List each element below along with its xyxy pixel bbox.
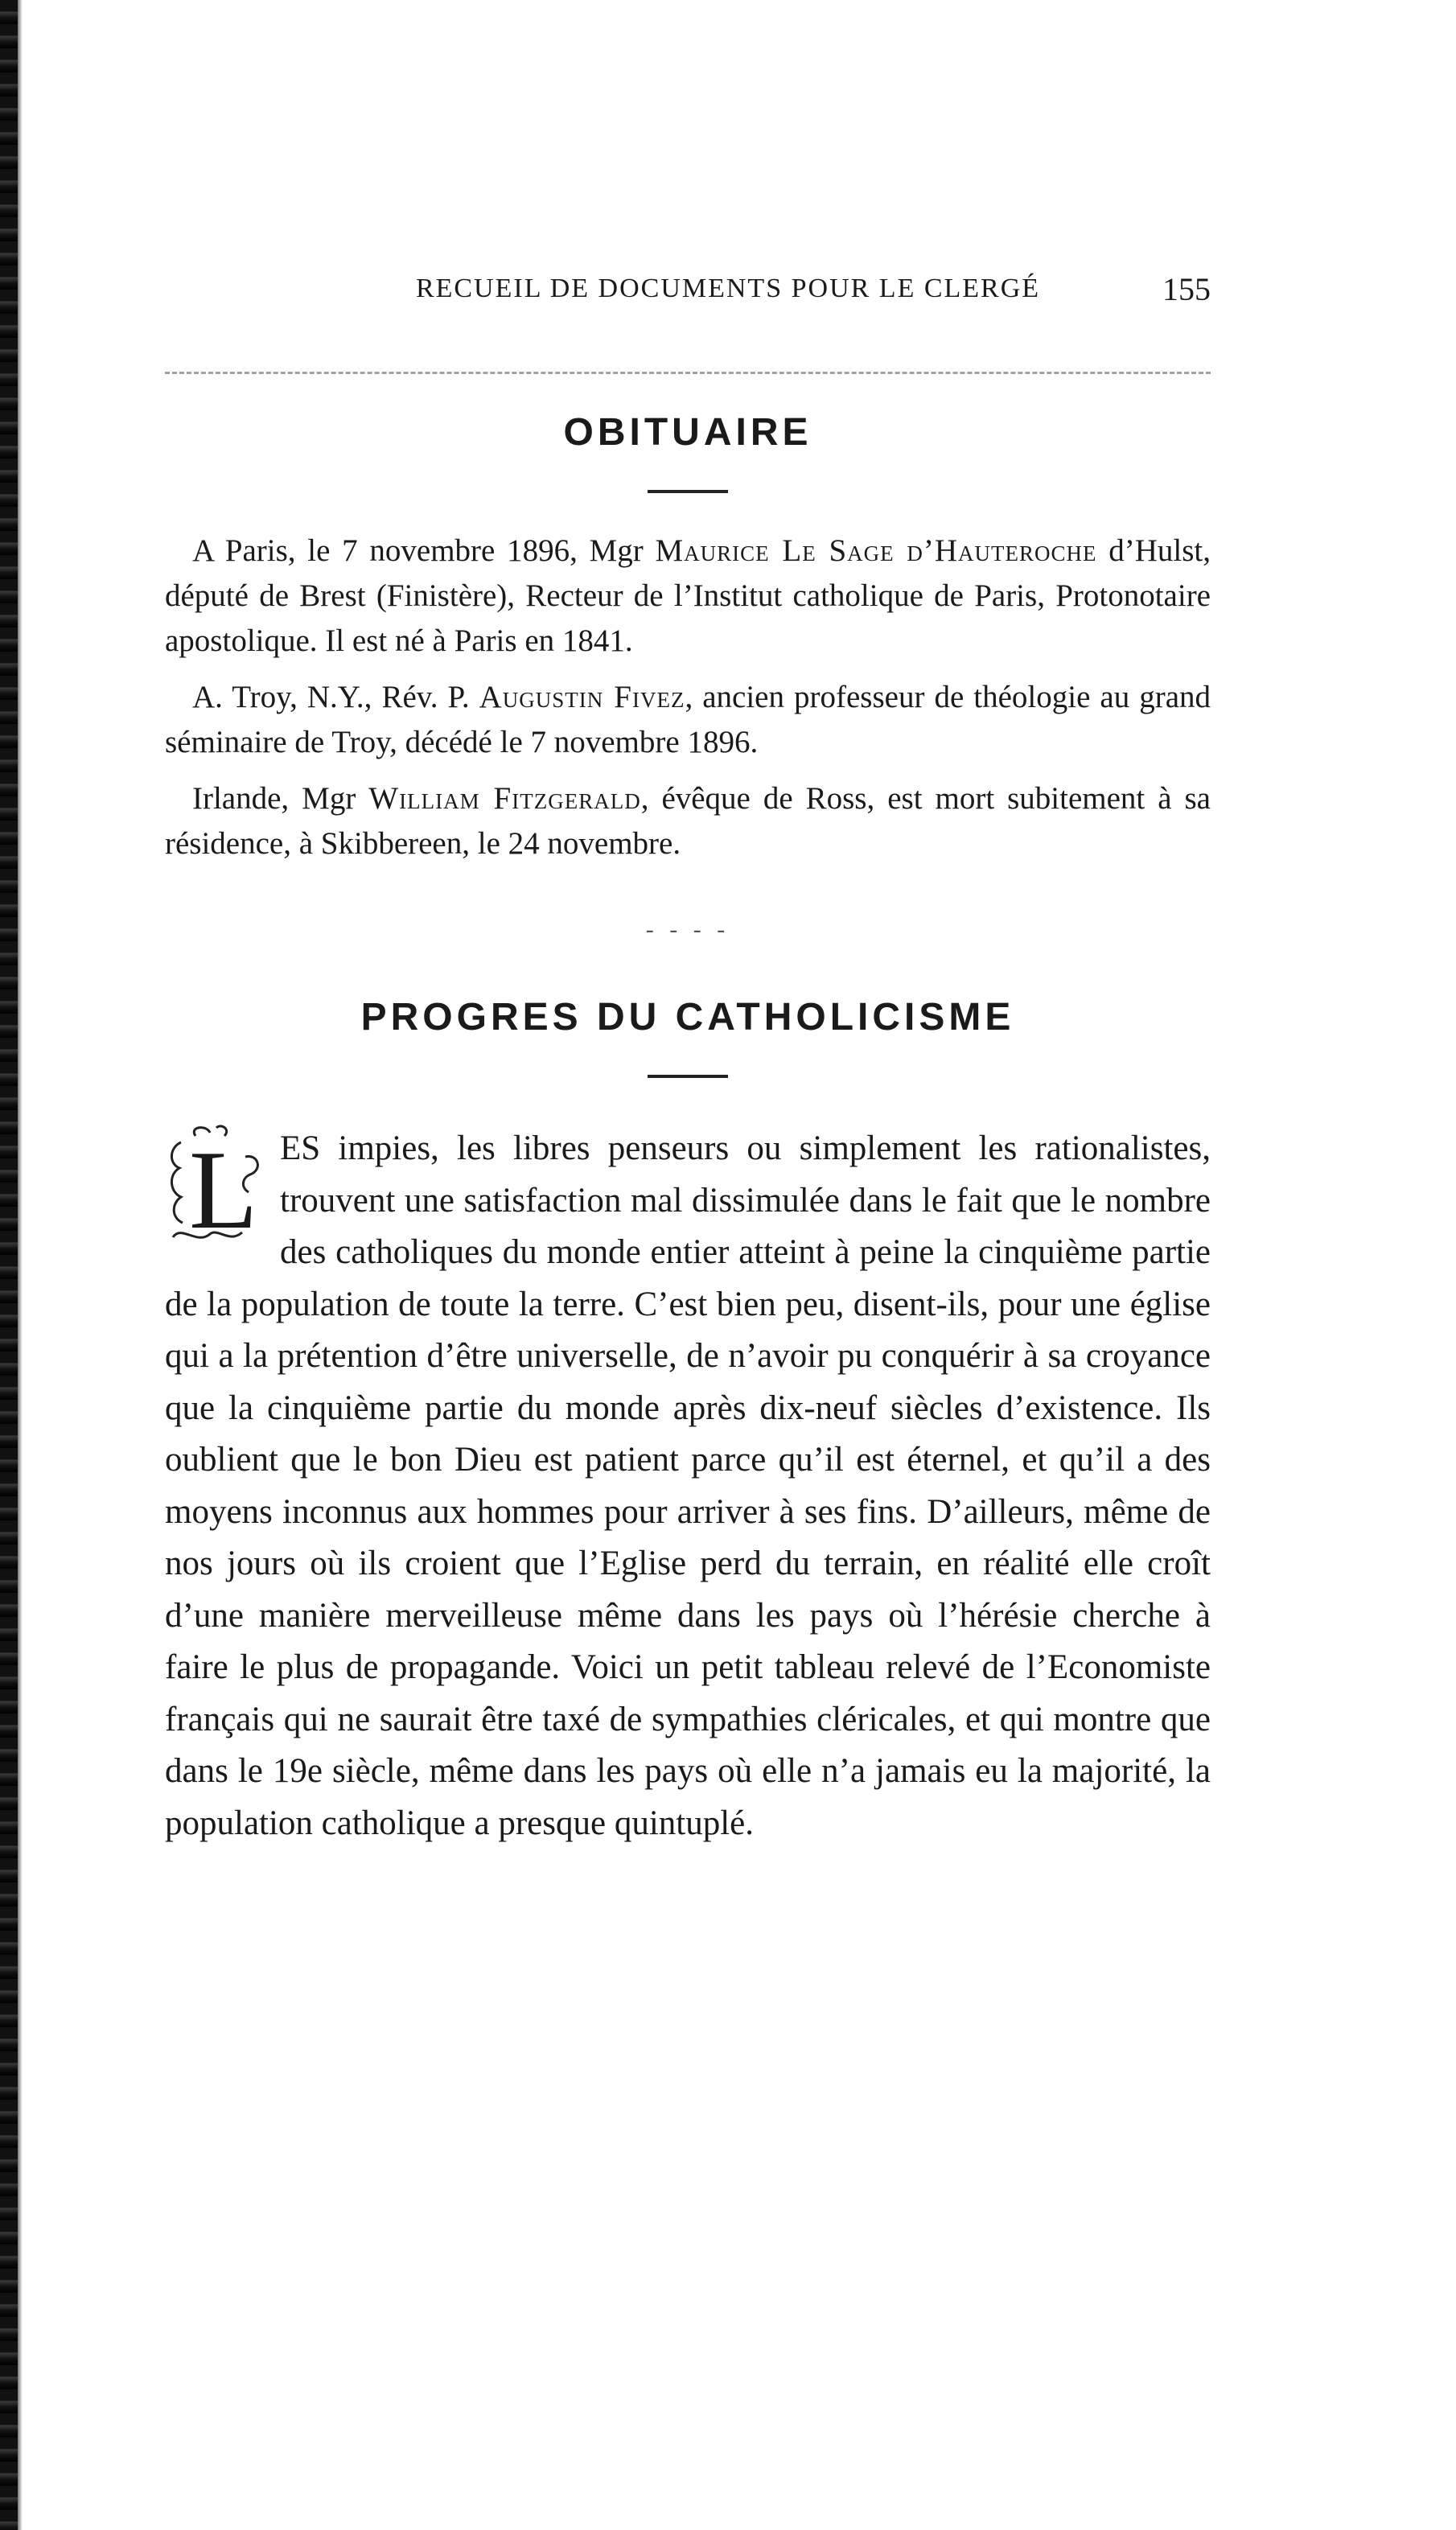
entry-text: , évêque de Ross, est mort subitement à sa résidence, à Skibbereen, le 24 novembre. <box>165 781 1211 861</box>
entry-text: d’Hulst, député de Brest (Finistère), Recteur de l’Institut catholique de Paris, Protonotaire apostolique. Il est né à Paris en 1841. <box>165 533 1211 658</box>
progres-body <box>165 1123 1211 1849</box>
title-rule <box>648 1075 728 1078</box>
section-separator: - - - - <box>645 916 730 943</box>
page-number: 155 <box>1162 271 1211 307</box>
title-rule <box>648 490 728 493</box>
header-rule <box>165 372 1211 374</box>
progres-text: ES impies, les libres penseurs ou simplement les rationalistes, trouvent une satisfaction mal dissimulée dans le fait que le nombre des catholiques du monde entier atteint à peine la cinquième partie de la population de toute la terre. C’est bien peu, disent-ils, pour une église qui a la prétention d’être universelle, de n’avoir pu conquérir à sa croyance que la cinquième partie du monde après dix-neuf siècles d’existence. Ils oublient que le bon Dieu est patient parce qu’il est éternel, et qu’il a des moyens inconnus aux hommes pour arriver à ses fins. D’ailleurs, même de nos jours où ils croient que l’Eglise perd du terrain, en réalité elle croît d’une manière merveilleuse même dans les pays où l’hérésie cherche à faire le plus de propagande. Voici un petit tableau relevé de l’Economiste français qui ne saurait être taxé de sympathies cléricales, et qui montre que dans le 19e siècle, même dans les pays où elle n’a jamais eu la majorité, la population catholique a presque quintuplé. <box>165 1129 1211 1842</box>
entry-text: A Paris, le 7 novembre 1896, Mgr <box>192 533 656 568</box>
obituary-entry <box>165 776 1211 866</box>
obituary-entry <box>165 529 1211 664</box>
drop-cap-ornament-icon <box>165 1125 265 1244</box>
progres-title: PROGRES DU CATHOLICISME <box>360 996 1015 1039</box>
obituaire-entries <box>165 529 1211 866</box>
person-name: Maurice Le Sage d’Hauteroche <box>655 533 1097 568</box>
entry-text: Irlande, Mgr <box>192 781 369 816</box>
book-binding-shadow <box>18 0 23 2530</box>
obituaire-title: OBITUAIRE <box>563 411 812 454</box>
entry-text: A. Troy, N.Y., Rév. P. <box>192 680 479 714</box>
obituary-entry <box>165 675 1211 765</box>
ornamental-drop-cap <box>165 1125 265 1244</box>
book-binding-edge <box>0 0 18 2530</box>
drop-cap-letter: L <box>189 1128 258 1244</box>
book-page <box>165 271 1211 1849</box>
person-name: Augustin Fivez <box>479 680 685 714</box>
running-title: RECUEIL DE DOCUMENTS POUR LE CLERGÉ <box>415 274 1041 303</box>
person-name: William Fitzgerald <box>368 781 641 816</box>
running-head <box>165 271 1211 322</box>
entry-text: , ancien professeur de théologie au grand séminaire de Troy, décédé le 7 novembre 1896. <box>165 680 1211 759</box>
